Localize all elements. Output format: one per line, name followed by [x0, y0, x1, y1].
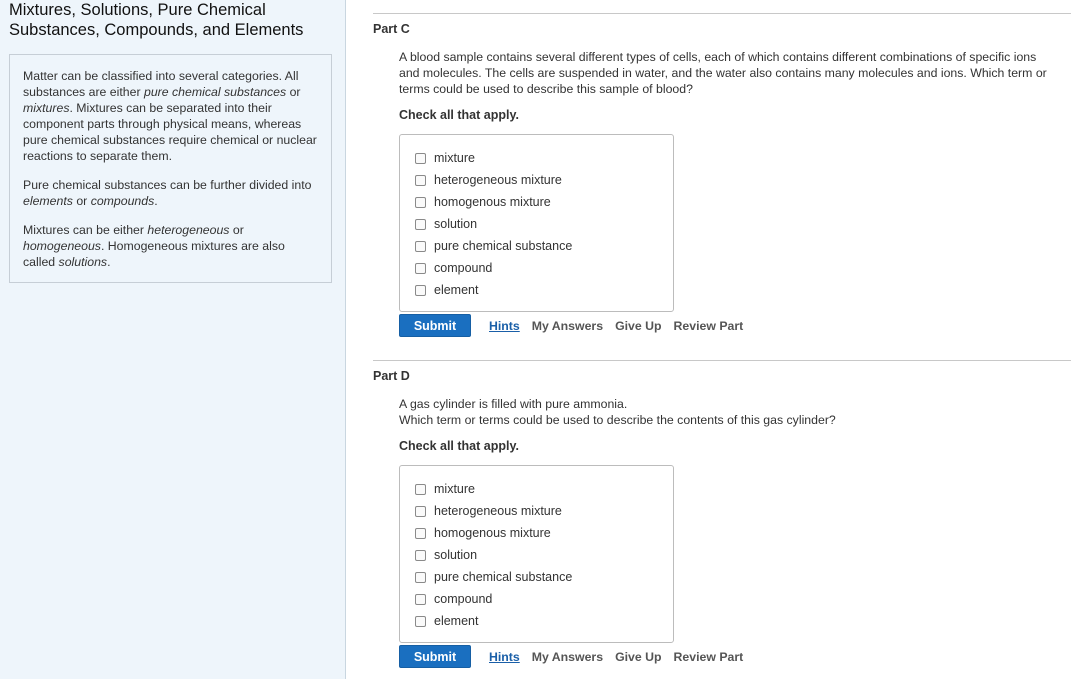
part-divider — [373, 13, 1071, 14]
checkbox[interactable] — [415, 285, 426, 296]
sidebar-title-line-1: Mixtures, Solutions, Pure Chemical — [9, 1, 266, 19]
option-mixture[interactable] — [415, 147, 673, 169]
intro-text: or — [286, 85, 301, 99]
question-text — [399, 49, 1059, 97]
instruction-text: Check all that apply. — [399, 439, 519, 453]
option-heterogeneous-mixture[interactable] — [415, 169, 673, 191]
question-text — [399, 396, 1059, 428]
checkbox[interactable] — [415, 197, 426, 208]
intro-text: . — [107, 255, 111, 269]
hints-link[interactable]: Hints — [489, 649, 520, 664]
checkbox[interactable] — [415, 594, 426, 605]
checkbox[interactable] — [415, 241, 426, 252]
part-c — [373, 13, 1071, 348]
intro-text: Pure chemical substances can be further divided into — [23, 178, 312, 192]
option-label: solution — [434, 548, 478, 562]
option-solution[interactable] — [415, 213, 673, 235]
option-pure-chemical-substance[interactable] — [415, 235, 673, 257]
option-homogenous-mixture[interactable] — [415, 191, 673, 213]
part-d — [373, 360, 1071, 679]
checkbox[interactable] — [415, 506, 426, 517]
instruction-text: Check all that apply. — [399, 108, 519, 122]
checkbox[interactable] — [415, 550, 426, 561]
term-compounds: compounds — [90, 194, 155, 208]
intro-paragraph-3 — [23, 222, 319, 270]
my-answers-link[interactable]: My Answers — [531, 318, 604, 333]
intro-text: Mixtures can be either — [23, 223, 148, 237]
intro-text: . Homogeneous mixtures are also called — [23, 239, 285, 269]
checkbox[interactable] — [415, 219, 426, 230]
part-divider — [373, 360, 1071, 361]
hints-link[interactable]: Hints — [489, 318, 520, 333]
my-answers-link[interactable]: My Answers — [531, 649, 604, 664]
sidebar-title-line-2: Substances, Compounds, and Elements — [9, 21, 304, 39]
option-compound[interactable] — [415, 257, 673, 279]
sidebar — [0, 0, 346, 679]
give-up-link[interactable]: Give Up — [615, 649, 662, 664]
action-bar — [399, 314, 755, 337]
answer-options — [399, 134, 674, 312]
option-homogenous-mixture[interactable] — [415, 522, 673, 544]
action-bar — [399, 645, 755, 668]
option-label: homogenous mixture — [434, 526, 551, 540]
part-title: Part C — [373, 22, 410, 36]
intro-paragraph-2 — [23, 177, 319, 209]
option-solution[interactable] — [415, 544, 673, 566]
intro-text: or — [229, 223, 244, 237]
term-mixtures: mixtures — [23, 101, 70, 115]
intro-text: or — [72, 194, 91, 208]
checkbox[interactable] — [415, 153, 426, 164]
option-label: solution — [434, 217, 478, 231]
option-element[interactable] — [415, 279, 673, 301]
option-label: heterogeneous mixture — [434, 504, 562, 518]
part-title: Part D — [373, 369, 410, 383]
option-label: element — [434, 614, 479, 628]
option-label: element — [434, 283, 479, 297]
intro-text: . Mixtures can be separated into their component parts through physical means, whereas pure chemical substances require chemical or nuclear reactions to separate them. — [23, 101, 317, 163]
intro-text: . — [154, 194, 158, 208]
option-label: pure chemical substance — [434, 239, 573, 253]
option-label: homogenous mixture — [434, 195, 551, 209]
term-homogeneous: homogeneous — [23, 239, 101, 253]
checkbox[interactable] — [415, 263, 426, 274]
intro-paragraph-1 — [23, 68, 319, 164]
option-heterogeneous-mixture[interactable] — [415, 500, 673, 522]
give-up-link[interactable]: Give Up — [615, 318, 662, 333]
option-element[interactable] — [415, 610, 673, 632]
question-line: A blood sample contains several different types of cells, each of which contains different combinations of specific ions and molecules. The cells are suspended in water, and the water also contains many molecules and ions. Which term or terms could be used to describe this sample of blood? — [399, 50, 1047, 96]
option-label: pure chemical substance — [434, 570, 573, 584]
option-pure-chemical-substance[interactable] — [415, 566, 673, 588]
option-label: compound — [434, 261, 493, 275]
intro-text-box — [9, 54, 332, 283]
term-elements: elements — [23, 194, 73, 208]
submit-button[interactable]: Submit — [399, 645, 471, 668]
checkbox[interactable] — [415, 616, 426, 627]
checkbox[interactable] — [415, 528, 426, 539]
option-label: heterogeneous mixture — [434, 173, 562, 187]
option-label: mixture — [434, 151, 475, 165]
question-line: A gas cylinder is filled with pure ammonia. — [399, 397, 628, 411]
checkbox[interactable] — [415, 175, 426, 186]
option-label: mixture — [434, 482, 475, 496]
question-line: Which term or terms could be used to describe the contents of this gas cylinder? — [399, 413, 836, 427]
review-part-link[interactable]: Review Part — [673, 318, 744, 333]
answer-options — [399, 465, 674, 643]
option-compound[interactable] — [415, 588, 673, 610]
term-heterogeneous: heterogeneous — [147, 223, 230, 237]
term-pure-chemical-substances: pure chemical substances — [144, 85, 287, 99]
sidebar-title — [0, 0, 345, 40]
option-mixture[interactable] — [415, 478, 673, 500]
option-label: compound — [434, 592, 493, 606]
intro-text: Matter can be classified into several categories. All substances are either — [23, 69, 299, 99]
term-solutions: solutions — [58, 255, 108, 269]
checkbox[interactable] — [415, 572, 426, 583]
review-part-link[interactable]: Review Part — [673, 649, 744, 664]
checkbox[interactable] — [415, 484, 426, 495]
submit-button[interactable]: Submit — [399, 314, 471, 337]
